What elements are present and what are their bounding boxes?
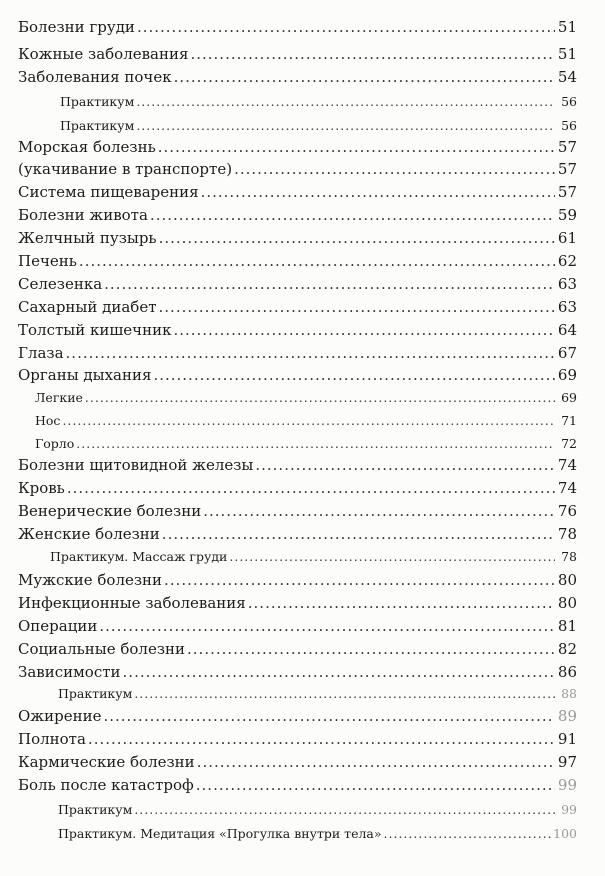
toc-entry-title: Инфекционные заболевания: [18, 594, 246, 612]
toc-entry-title: Печень: [18, 252, 77, 270]
dot-leader: [99, 617, 555, 635]
toc-entry-title: Органы дыхания: [18, 366, 152, 384]
toc-entry-title: Мужские болезни: [18, 571, 163, 589]
dot-leader: [62, 413, 555, 428]
toc-entry[interactable]: [0, 663, 577, 681]
dot-leader: [159, 298, 555, 316]
dot-leader: [76, 436, 555, 451]
dot-leader: [234, 160, 555, 178]
toc-entry-title: Операции: [18, 617, 98, 635]
toc-entry[interactable]: [0, 730, 577, 748]
dot-leader: [136, 94, 555, 109]
toc-entry[interactable]: [0, 436, 577, 451]
toc-entry-title: Практикум. Медитация «Прогулка внутри тела»: [58, 826, 382, 841]
toc-entry-title: Болезни груди: [18, 18, 135, 36]
toc-entry[interactable]: [0, 229, 577, 247]
toc-entry-title: Кожные заболевания: [18, 45, 189, 63]
dot-leader: [197, 753, 555, 771]
toc-entry-title: Толстый кишечник: [18, 321, 172, 339]
toc-entry[interactable]: [0, 252, 577, 270]
dot-leader: [201, 183, 555, 201]
dot-leader: [67, 479, 555, 497]
toc-entry[interactable]: [0, 753, 577, 771]
toc-entry-title: Морская болезнь: [18, 138, 156, 156]
toc-entry-page: 57: [557, 183, 577, 201]
toc-entry-page: 91: [557, 730, 577, 748]
dot-leader: [66, 344, 555, 362]
toc-entry-page: 78: [557, 525, 577, 543]
toc-entry-page: 82: [557, 640, 577, 658]
toc-entry-title: Боль после катастроф: [18, 776, 194, 794]
toc-entry-page: 54: [557, 68, 577, 86]
dot-leader: [137, 18, 555, 36]
toc-entry[interactable]: [0, 206, 577, 224]
toc-entry-page: 51: [557, 18, 577, 36]
toc-entry-page: 80: [557, 571, 577, 589]
dot-leader: [190, 45, 555, 63]
toc-entry-page: 57: [557, 160, 577, 178]
toc-entry[interactable]: [0, 617, 577, 635]
toc-entry-page: 99: [557, 776, 577, 794]
toc-entry-page: 57: [557, 138, 577, 156]
toc-entry-page: 74: [557, 479, 577, 497]
toc-entry[interactable]: [0, 344, 577, 362]
toc-entry-title: Практикум: [58, 686, 133, 701]
dot-leader: [134, 686, 555, 701]
toc-entry-title: (укачивание в транспорте): [18, 160, 233, 178]
toc-entry-title: Практикум: [58, 802, 133, 817]
toc-entry-page: 81: [557, 617, 577, 635]
toc-entry[interactable]: [0, 366, 577, 384]
toc-entry-page: 69: [561, 390, 577, 405]
toc-entry-page: 67: [557, 344, 577, 362]
toc-entry-page: 63: [557, 298, 577, 316]
dot-leader: [134, 802, 555, 817]
toc-entry-title: Горло: [35, 436, 75, 451]
toc-entry[interactable]: [0, 802, 577, 817]
dot-leader: [384, 826, 552, 841]
toc-entry-title: Кровь: [18, 479, 65, 497]
toc-entry-page: 88: [561, 686, 577, 701]
toc-entry-page: 100: [553, 826, 577, 841]
dot-leader: [123, 663, 555, 681]
dot-leader: [187, 640, 555, 658]
toc-entry[interactable]: [0, 549, 577, 564]
dot-leader: [153, 366, 555, 384]
toc-entry-title: Кармические болезни: [18, 753, 195, 771]
toc-entry-title: Глаза: [18, 344, 64, 362]
dot-leader: [162, 525, 555, 543]
dot-leader: [196, 776, 555, 794]
toc-entry-page: 69: [557, 366, 577, 384]
toc-entry-title: Болезни живота: [18, 206, 148, 224]
toc-entry-title: Женские болезни: [18, 525, 160, 543]
toc-entry-page: 56: [561, 118, 577, 133]
dot-leader: [255, 456, 555, 474]
toc-entry-page: 72: [561, 436, 577, 451]
toc-entry-page: 62: [557, 252, 577, 270]
toc-entry-page: 56: [561, 94, 577, 109]
toc-entry-title: Практикум: [60, 118, 135, 133]
toc-entry-title: Болезни щитовидной железы: [18, 456, 254, 474]
toc-entry-page: 80: [557, 594, 577, 612]
toc-entry-title: Зависимости: [18, 663, 121, 681]
toc-entry-title: Практикум. Массаж груди: [50, 549, 228, 564]
toc-entry[interactable]: [0, 45, 577, 63]
toc-entry[interactable]: [0, 707, 577, 725]
toc-entry[interactable]: [0, 776, 577, 794]
toc-entry-page: 97: [557, 753, 577, 771]
dot-leader: [104, 275, 555, 293]
toc-entry[interactable]: [0, 18, 577, 36]
toc-entry-title: Ожирение: [18, 707, 102, 725]
toc-entry-page: 86: [557, 663, 577, 681]
toc-entry-page: 64: [557, 321, 577, 339]
toc-entry[interactable]: [0, 275, 577, 293]
toc-entry-page: 99: [561, 802, 577, 817]
toc-entry[interactable]: [0, 68, 577, 86]
toc-entry[interactable]: [0, 183, 577, 201]
toc-entry-title: Легкие: [35, 390, 83, 405]
toc-entry-title: Сахарный диабет: [18, 298, 157, 316]
toc-entry[interactable]: [0, 298, 577, 316]
toc-entry[interactable]: [0, 594, 577, 612]
toc-entry[interactable]: [0, 118, 577, 133]
toc-entry[interactable]: [0, 525, 577, 543]
toc-entry-title: Желчный пузырь: [18, 229, 157, 247]
dot-leader: [174, 68, 555, 86]
toc-entry[interactable]: [0, 479, 577, 497]
toc-entry-page: 76: [557, 502, 577, 520]
dot-leader: [159, 229, 555, 247]
toc-entry-page: 89: [557, 707, 577, 725]
toc-entry-page: 63: [557, 275, 577, 293]
toc-entry[interactable]: [0, 686, 577, 701]
toc-entry-page: 59: [557, 206, 577, 224]
toc-entry[interactable]: [0, 321, 577, 339]
toc-entry[interactable]: [0, 413, 577, 428]
toc-entry[interactable]: [0, 456, 577, 474]
toc-entry-title: Нос: [35, 413, 61, 428]
dot-leader: [150, 206, 555, 224]
dot-leader: [88, 730, 555, 748]
toc-entry-title: Полнота: [18, 730, 86, 748]
dot-leader: [248, 594, 555, 612]
toc-entry[interactable]: [0, 390, 577, 405]
toc-entry-page: 78: [561, 549, 577, 564]
dot-leader: [136, 118, 555, 133]
dot-leader: [79, 252, 555, 270]
toc-entry[interactable]: [0, 94, 577, 109]
toc-entry[interactable]: [0, 826, 577, 841]
toc-entry-page: 61: [557, 229, 577, 247]
toc-entry-title: Заболевания почек: [18, 68, 172, 86]
dot-leader: [203, 502, 555, 520]
toc-entry-title: Селезенка: [18, 275, 103, 293]
dot-leader: [229, 549, 555, 564]
toc-entry[interactable]: [0, 138, 577, 156]
toc-entry-page: 74: [557, 456, 577, 474]
dot-leader: [103, 707, 555, 725]
toc-entry-title: Венерические болезни: [18, 502, 202, 520]
dot-leader: [85, 390, 555, 405]
toc-entry-page: 51: [557, 45, 577, 63]
toc-entry[interactable]: [0, 502, 577, 520]
toc-entry-title: Система пищеварения: [18, 183, 199, 201]
dot-leader: [158, 138, 555, 156]
dot-leader: [164, 571, 555, 589]
toc-entry[interactable]: [0, 160, 577, 178]
toc-entry[interactable]: [0, 640, 577, 658]
toc-entry-title: Социальные болезни: [18, 640, 186, 658]
toc-entry-page: 71: [561, 413, 577, 428]
toc-entry-title: Практикум: [60, 94, 135, 109]
dot-leader: [173, 321, 555, 339]
toc-entry[interactable]: [0, 571, 577, 589]
